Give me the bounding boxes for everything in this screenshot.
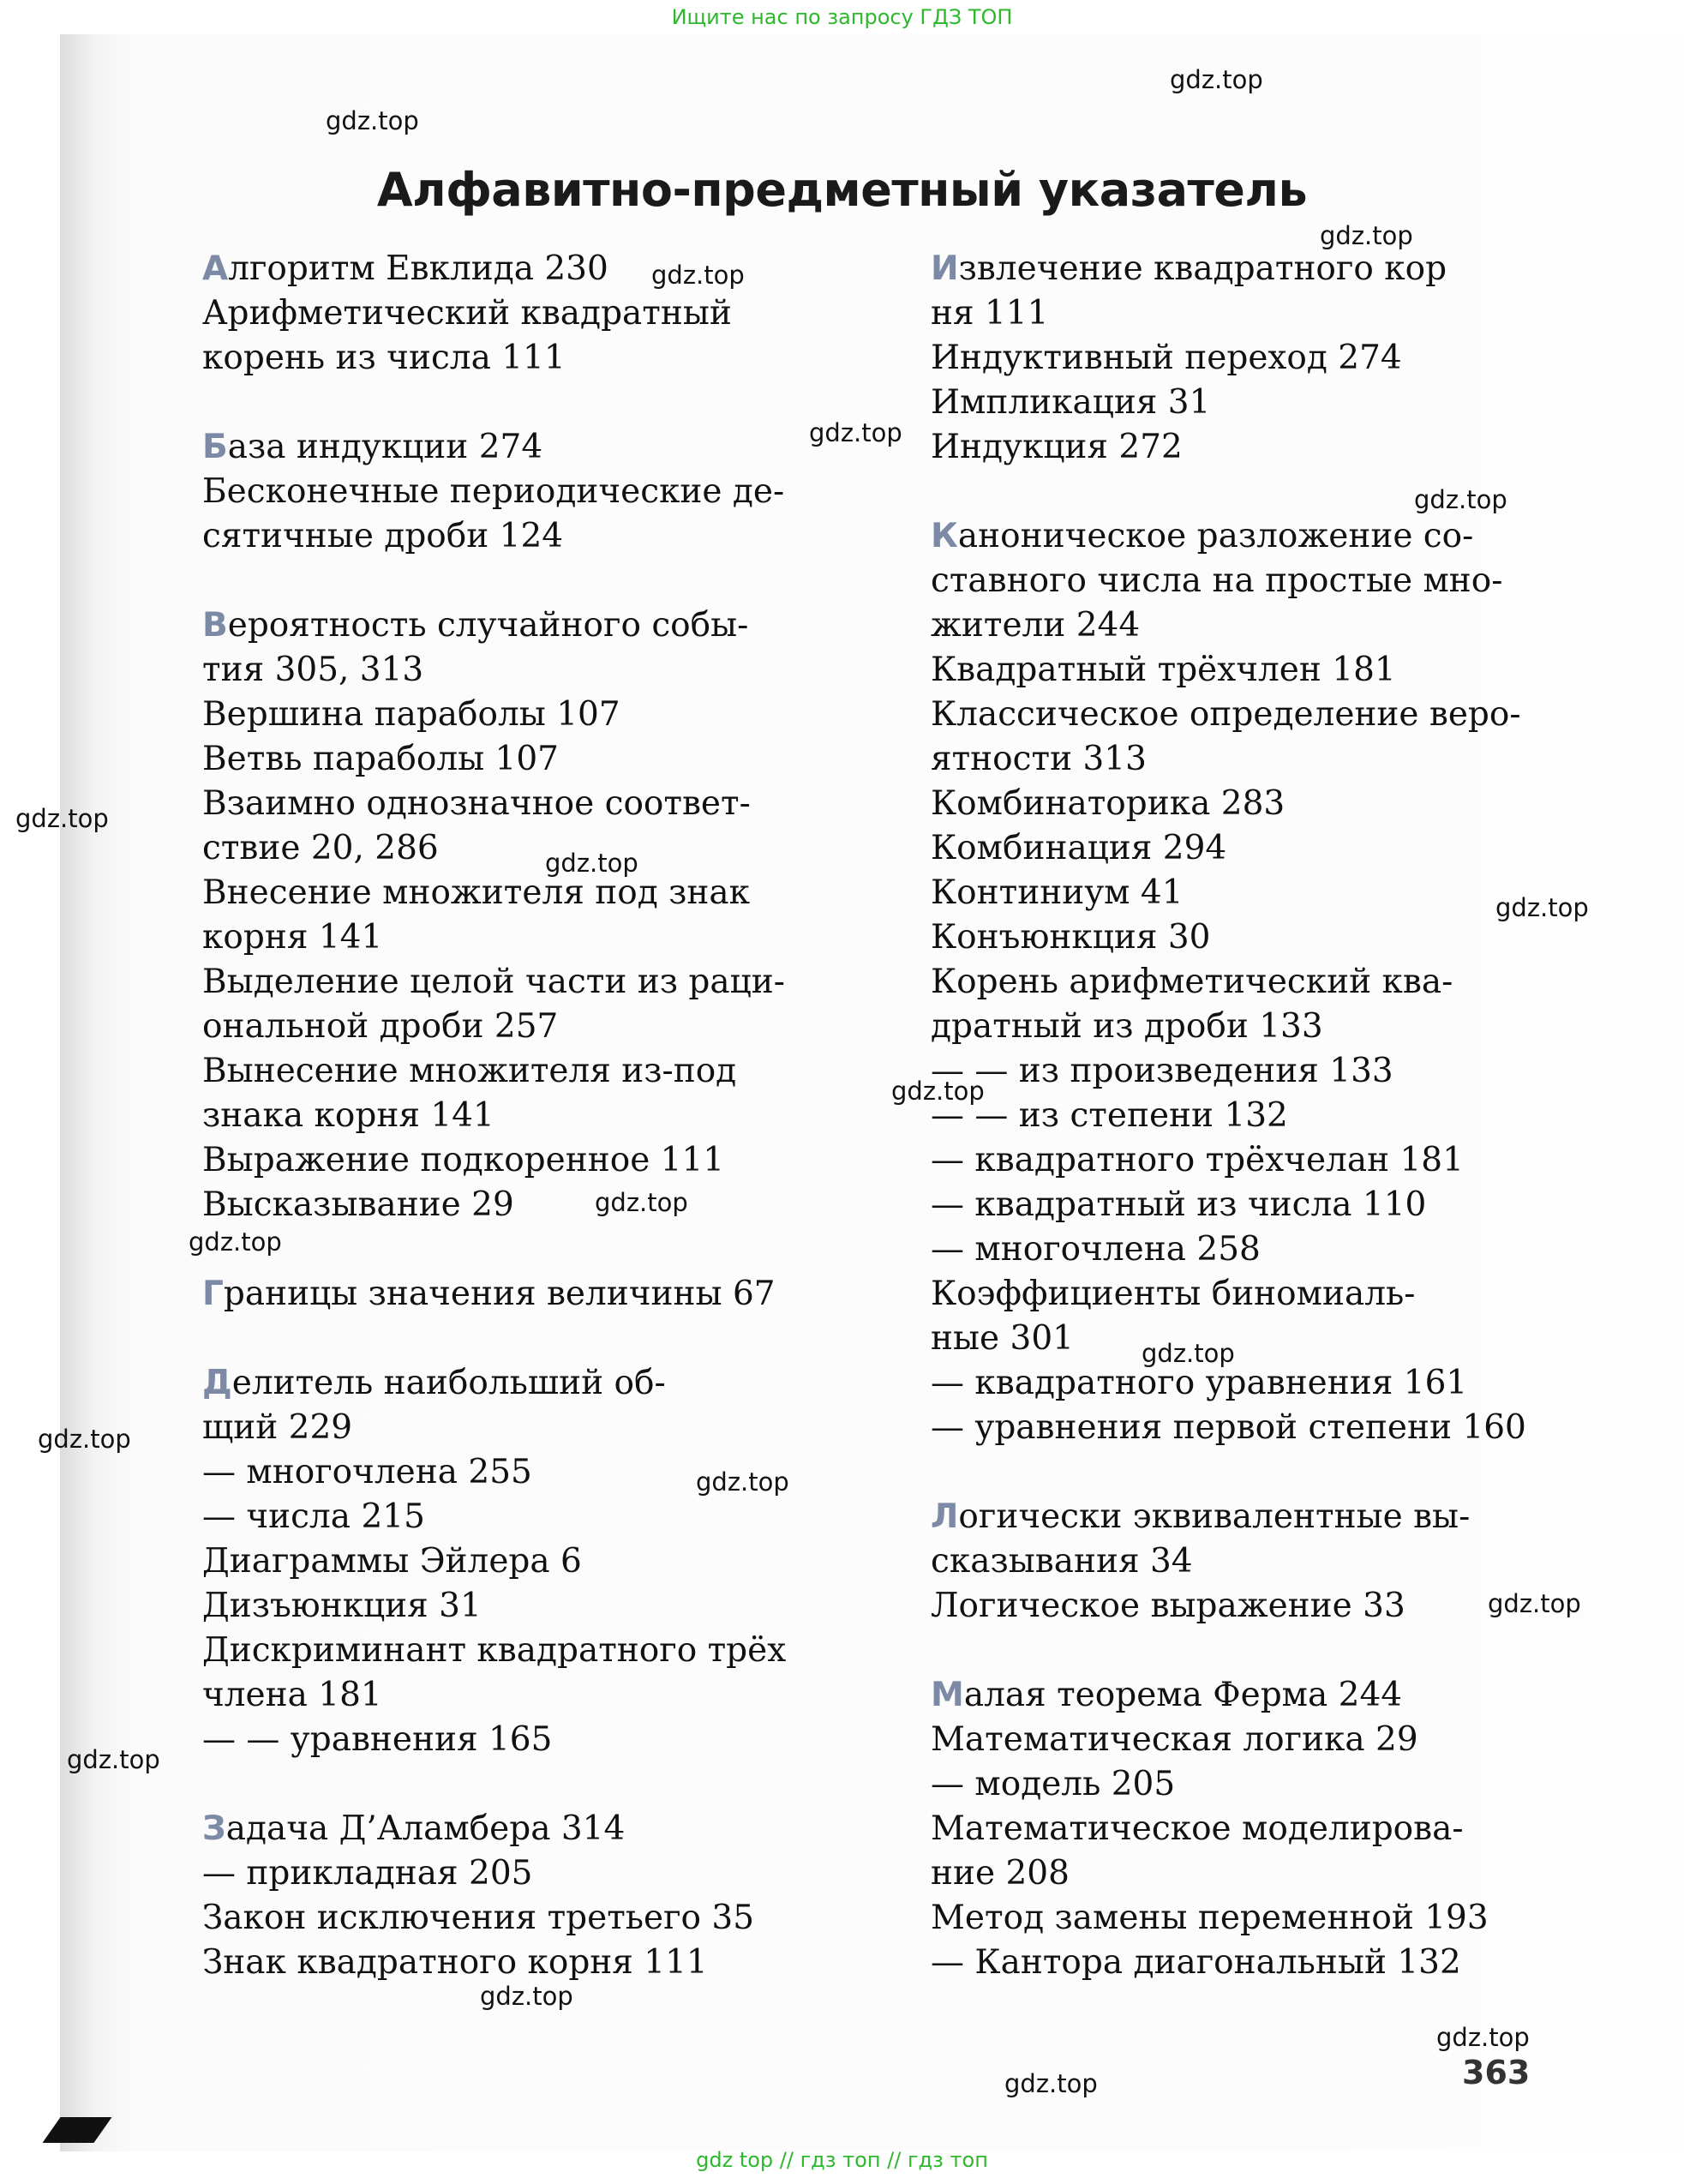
- index-entry: [931, 1094, 1633, 1138]
- index-entry: [202, 514, 905, 559]
- index-group-gap: [202, 559, 905, 603]
- index-entry-text: огически эквивалентные вы-: [958, 1497, 1471, 1536]
- watermark: gdz.top: [1320, 221, 1413, 250]
- index-entry: [931, 1317, 1633, 1361]
- index-entry-text: корня 141: [202, 918, 383, 957]
- index-entry-text: елитель наибольший об-: [231, 1364, 666, 1402]
- index-group-gap: [202, 1317, 905, 1361]
- index-entry: [931, 1896, 1633, 1941]
- index-entry: [931, 381, 1633, 425]
- index-entry: [931, 693, 1633, 737]
- index-entry-text: сятичные дроби 124: [202, 517, 564, 555]
- index-entry-text: — многочлена 255: [202, 1453, 532, 1491]
- index-entry-text: щий 229: [202, 1408, 353, 1447]
- index-entry: [931, 291, 1633, 336]
- index-entry-text: лгоритм Евклида 230: [228, 249, 608, 288]
- index-entry-text: ные 301: [931, 1319, 1074, 1358]
- index-entry-text: Бесконечные периодические де-: [202, 472, 785, 511]
- index-entry: [202, 247, 905, 291]
- index-entry: [931, 1539, 1633, 1584]
- index-entry-text: ставного числа на простые мно-: [931, 561, 1503, 600]
- index-group-gap: [931, 1629, 1633, 1673]
- index-entry: [202, 1272, 905, 1317]
- index-entry-text: Закон исключения третьего 35: [202, 1899, 755, 1937]
- index-entry: [202, 1539, 905, 1584]
- index-entry-text: Арифметический квадратный: [202, 294, 732, 333]
- index-entry-text: Диаграммы Эйлера 6: [202, 1542, 582, 1581]
- index-entry: [202, 1584, 905, 1629]
- index-entry-text: Математическая логика 29: [931, 1720, 1418, 1759]
- index-entry-text: алая теорема Ферма 244: [963, 1676, 1403, 1714]
- index-entry: [931, 1005, 1633, 1049]
- index-entry: [931, 826, 1633, 871]
- watermark: gdz.top: [1495, 893, 1589, 922]
- index-entry: [202, 1450, 905, 1495]
- index-entry: [931, 247, 1633, 291]
- index-entry: [931, 336, 1633, 381]
- index-entry: [202, 1138, 905, 1183]
- index-entry-text: ня 111: [931, 294, 1049, 333]
- watermark: gdz.top: [326, 106, 419, 135]
- index-entry-text: звлечение квадратного кор: [958, 249, 1447, 288]
- bottom-banner[interactable]: gdz top // гдз топ // гдз топ: [696, 2148, 988, 2172]
- watermark: gdz.top: [67, 1745, 160, 1774]
- index-entry-text: ствие 20, 286: [202, 829, 439, 867]
- index-entry: [931, 514, 1633, 559]
- index-entry-text: — Кантора диагональный 132: [931, 1943, 1461, 1982]
- index-entry-text: Внесение множителя под знак: [202, 873, 751, 912]
- index-entry: [202, 1718, 905, 1762]
- index-group-gap: [202, 1227, 905, 1272]
- index-entry: [931, 1227, 1633, 1272]
- index-entry: [202, 470, 905, 514]
- index-letter-initial: В: [202, 606, 228, 645]
- index-entry-text: знака корня 141: [202, 1096, 494, 1135]
- index-entry: [202, 603, 905, 648]
- index-entry: [931, 1762, 1633, 1807]
- index-entry: [202, 1629, 905, 1673]
- index-letter-initial: Б: [202, 428, 228, 466]
- index-entry: [931, 1495, 1633, 1539]
- index-entry: [202, 648, 905, 693]
- index-letter-initial: М: [931, 1676, 964, 1714]
- index-column-right: [931, 247, 1633, 1985]
- page-number: 363: [1462, 2054, 1531, 2091]
- index-entry: [931, 1718, 1633, 1762]
- index-letter-initial: Л: [931, 1497, 959, 1536]
- index-letter-initial: К: [931, 517, 958, 555]
- index-entry-text: Континиум 41: [931, 873, 1184, 912]
- index-entry-text: Комбинация 294: [931, 829, 1227, 867]
- watermark: gdz.top: [1142, 1339, 1235, 1368]
- index-group-gap: [931, 1450, 1633, 1495]
- index-letter-initial: А: [202, 249, 229, 288]
- index-entry-text: — прикладная 205: [202, 1854, 533, 1893]
- index-entry: [931, 1183, 1633, 1227]
- watermark: gdz.top: [1170, 65, 1263, 94]
- index-letter-initial: Д: [202, 1364, 232, 1402]
- index-entry-text: — квадратного трёхчелан 181: [931, 1141, 1464, 1179]
- index-entry: [931, 1851, 1633, 1896]
- index-column-left: [202, 247, 905, 1985]
- index-entry: [931, 1941, 1633, 1985]
- index-entry: [931, 603, 1633, 648]
- watermark: gdz.top: [809, 418, 902, 447]
- index-entry-text: Индуктивный переход 274: [931, 339, 1402, 377]
- index-entry-text: Индукция 272: [931, 428, 1183, 466]
- index-entry-text: — — из степени 132: [931, 1096, 1288, 1135]
- index-entry: [202, 693, 905, 737]
- index-entry: [202, 425, 905, 470]
- index-entry-text: Знак квадратного корня 111: [202, 1943, 708, 1982]
- index-entry-text: раницы значения величины 67: [223, 1275, 776, 1313]
- index-entry: [202, 1495, 905, 1539]
- watermark: gdz.top: [891, 1077, 985, 1106]
- watermark: gdz.top: [189, 1227, 282, 1257]
- index-entry-text: — квадратного уравнения 161: [931, 1364, 1468, 1402]
- index-entry-text: Дискриминант квадратного трёх: [202, 1631, 787, 1670]
- index-letter-initial: З: [202, 1809, 226, 1848]
- index-entry: [202, 336, 905, 381]
- index-entry: [202, 1807, 905, 1851]
- watermark: gdz.top: [15, 804, 109, 833]
- index-entry: [931, 1272, 1633, 1317]
- index-entry-text: Высказывание 29: [202, 1185, 514, 1224]
- watermark: gdz.top: [1436, 2023, 1530, 2052]
- index-entry-text: Импликация 31: [931, 383, 1211, 422]
- index-entry: [931, 737, 1633, 782]
- index-entry: [202, 1005, 905, 1049]
- index-entry-text: — модель 205: [931, 1765, 1176, 1803]
- index-entry: [202, 1673, 905, 1718]
- index-letter-initial: Г: [202, 1275, 224, 1313]
- index-group-gap: [202, 381, 905, 425]
- index-entry: [931, 1807, 1633, 1851]
- index-entry-text: — уравнения первой степени 160: [931, 1408, 1526, 1447]
- top-banner[interactable]: Ищите нас по запросу ГДЗ ТОП: [671, 5, 1013, 29]
- index-entry-text: — квадратный из числа 110: [931, 1185, 1427, 1224]
- index-entry: [931, 648, 1633, 693]
- watermark: gdz.top: [595, 1188, 688, 1217]
- index-entry-text: Конъюнкция 30: [931, 918, 1211, 957]
- index-entry-text: жители 244: [931, 606, 1141, 645]
- index-entry: [202, 1941, 905, 1985]
- index-entry-text: Метод замены переменной 193: [931, 1899, 1489, 1937]
- index-group-gap: [931, 470, 1633, 514]
- index-entry: [202, 291, 905, 336]
- index-entry-text: — — из произведения 133: [931, 1052, 1393, 1090]
- index-entry-text: ональной дроби 257: [202, 1007, 559, 1046]
- index-entry: [931, 1138, 1633, 1183]
- index-entry: [202, 782, 905, 826]
- index-entry-text: ние 208: [931, 1854, 1070, 1893]
- index-entry-text: Дизъюнкция 31: [202, 1587, 482, 1625]
- index-entry: [202, 1049, 905, 1094]
- watermark: gdz.top: [696, 1467, 789, 1497]
- index-entry-text: Выражение подкоренное 111: [202, 1141, 725, 1179]
- index-entry-text: тия 305, 313: [202, 651, 424, 689]
- index-entry: [202, 1094, 905, 1138]
- index-entry: [931, 1673, 1633, 1718]
- index-group-gap: [202, 1762, 905, 1807]
- index-entry: [202, 915, 905, 960]
- watermark: gdz.top: [1414, 485, 1507, 514]
- index-entry-text: — многочлена 258: [931, 1230, 1261, 1269]
- index-entry: [931, 1049, 1633, 1094]
- watermark: gdz.top: [545, 849, 638, 878]
- index-entry-text: члена 181: [202, 1676, 382, 1714]
- index-entry-text: дратный из дроби 133: [931, 1007, 1323, 1046]
- index-entry: [202, 1183, 905, 1227]
- index-entry: [931, 960, 1633, 1005]
- index-entry: [202, 1361, 905, 1406]
- index-entry: [202, 1896, 905, 1941]
- index-entry-text: корень из числа 111: [202, 339, 566, 377]
- index-entry-text: Ветвь параболы 107: [202, 740, 559, 778]
- watermark: gdz.top: [38, 1425, 131, 1454]
- watermark: gdz.top: [1004, 2069, 1098, 2098]
- index-entry: [202, 960, 905, 1005]
- index-entry: [931, 782, 1633, 826]
- index-entry-text: ятности 313: [931, 740, 1147, 778]
- index-entry: [931, 1406, 1633, 1450]
- index-entry-text: Квадратный трёхчлен 181: [931, 651, 1396, 689]
- index-entry-text: Вынесение множителя из-под: [202, 1052, 737, 1090]
- watermark: gdz.top: [1488, 1589, 1581, 1618]
- index-entry-text: Выделение целой части из рaци-: [202, 963, 785, 1001]
- index-entry-text: Комбинаторика 283: [931, 784, 1285, 823]
- index-entry-text: аза индукции 274: [227, 428, 543, 466]
- index-entry-text: Коэффициенты биномиаль-: [931, 1275, 1416, 1313]
- index-entry: [931, 425, 1633, 470]
- index-entry: [202, 737, 905, 782]
- index-entry: [931, 559, 1633, 603]
- index-entry: [202, 1406, 905, 1450]
- index-entry-text: Вершина параболы 107: [202, 695, 620, 734]
- index-entry-text: Взаимно однозначное соответ-: [202, 784, 751, 823]
- index-entry-text: Корень арифметический ква-: [931, 963, 1453, 1001]
- index-entry-text: — числа 215: [202, 1497, 425, 1536]
- index-entry-text: Классическое определение веро-: [931, 695, 1521, 734]
- index-entry-text: ероятность случайного собы-: [227, 606, 749, 645]
- watermark: gdz.top: [480, 1982, 573, 2011]
- index-entry-text: Математическое моделирова-: [931, 1809, 1464, 1848]
- index-entry: [931, 1361, 1633, 1406]
- index-letter-initial: И: [931, 249, 959, 288]
- watermark: gdz.top: [651, 261, 745, 290]
- page-title: Алфавитно-предметный указатель: [376, 163, 1308, 217]
- index-entry: [202, 1851, 905, 1896]
- index-entry-text: сказывания 34: [931, 1542, 1193, 1581]
- index-entry-text: адача Д’Аламбера 314: [225, 1809, 626, 1848]
- index-entry-text: Логическое выражение 33: [931, 1587, 1405, 1625]
- index-entry-text: аноническое разложение со-: [957, 517, 1474, 555]
- index-entry-text: — — уравнения 165: [202, 1720, 553, 1759]
